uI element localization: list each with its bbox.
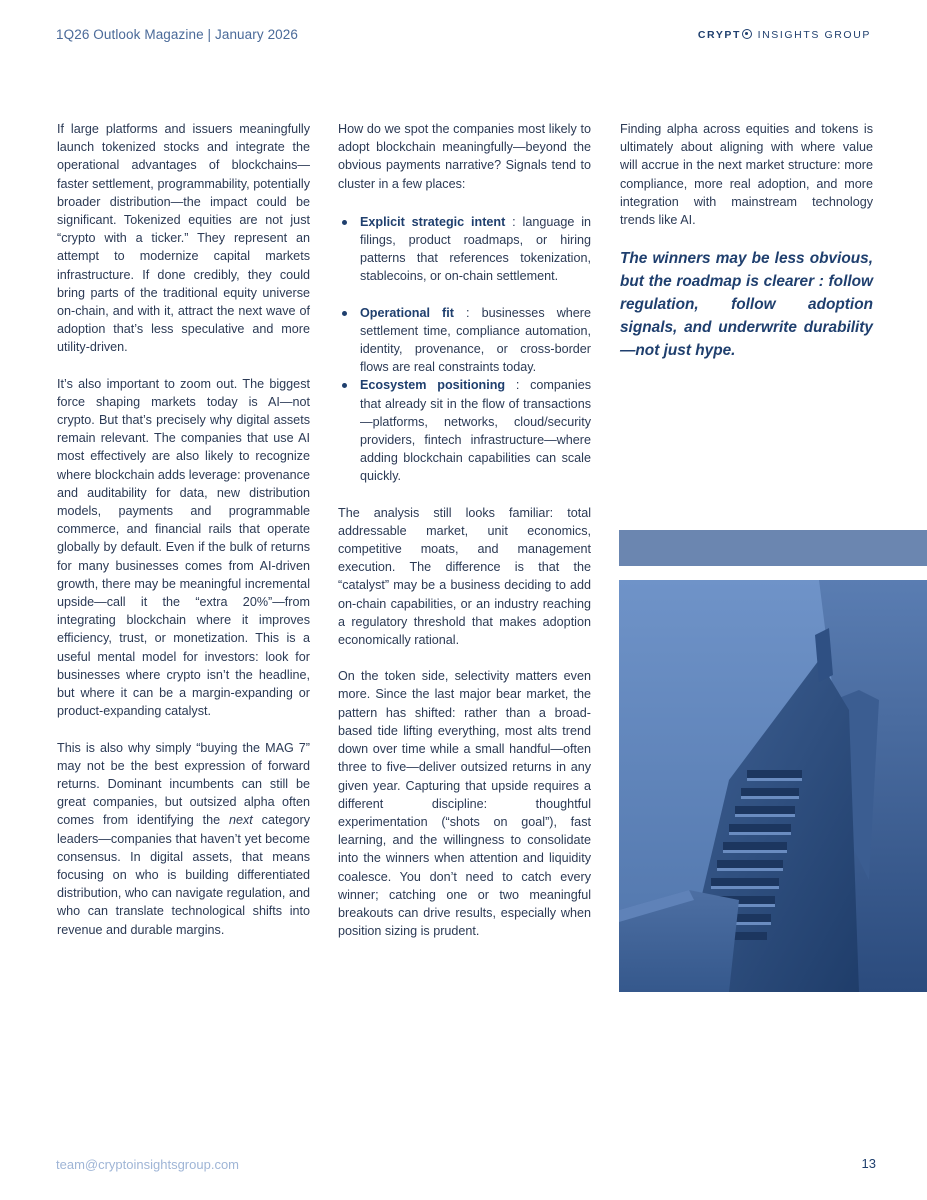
bullet-icon bbox=[342, 383, 347, 388]
article-column-3 bbox=[620, 120, 873, 362]
bullet-text: : businesses where settlement time, compliance automation, identity, provenance, or cross-border flows are real constraints today. bbox=[360, 305, 591, 375]
article-column-2 bbox=[338, 120, 591, 958]
paragraph: If large platforms and issuers meaningfully launch tokenized stocks and integrate the operational advantages of blockchains—faster settlement, programmability, potentially broader distribution—the impact could be significant. Tokenized equities are not just “crypto with a ticker.” They represent an attempt to modernize capital markets infrastructure. If done credibly, they could bring parts of the traditional equity universe on-chain, and with it, attract the next wave of adoption that’s less speculative and more utility-driven. bbox=[57, 122, 310, 355]
bullet-term: Operational fit bbox=[360, 305, 454, 320]
bullet-term: Explicit strategic intent bbox=[360, 214, 506, 229]
paragraph: Finding alpha across equities and tokens is ultimately about aligning with where value will accrue in the next market structure: more compliance, more real adoption, and more integration with mainstream technology trends like AI. bbox=[620, 122, 873, 228]
text-run: This is also why simply “buying the MAG 7” may not be the best expression of forward returns. Dominant incumbents can still be great companies, but outsized alpha often comes from identifying the bbox=[57, 740, 310, 828]
publication-header: 1Q26 Outlook Magazine | January 2026 bbox=[56, 27, 299, 42]
building-illustration bbox=[619, 580, 927, 992]
brand-logo bbox=[698, 29, 871, 41]
contact-email-link[interactable]: team@cryptoinsightsgroup.com bbox=[56, 1157, 239, 1172]
page-number: 13 bbox=[861, 1156, 876, 1171]
emphasis-text: next bbox=[229, 813, 253, 828]
bullet-icon bbox=[342, 220, 347, 225]
article-column-1 bbox=[57, 120, 310, 957]
paragraph: It’s also important to zoom out. The biggest force shaping markets today is AI—not crypto. But that’s precisely why digital assets remain relevant. The companies that use AI most effectively are also likely to recognize where blockchain adds leverage: provenance and auditability for data, new distribution models, payments and programmable commerce, and financial rails that operate globally by default. Even if the bulk of returns for many businesses comes from AI-driven growth, there may be meaningful incremental upside—call it the “extra 20%”—from integrating blockchain where it improves efficiency, trust, or monetization. This is a useful mental model for investors: look for businesses where crypto isn’t the headline, but where it can be a margin-expanding or product-expanding catalyst. bbox=[57, 376, 310, 719]
list-item bbox=[338, 376, 591, 485]
brand-circle-icon bbox=[742, 29, 752, 39]
bullet-text: : companies that already sit in the flow of transactions—platforms, networks, cloud/security providers, fintech infrastructure—where adding blockchain capabilities can scale quickly. bbox=[360, 378, 591, 484]
list-item bbox=[338, 213, 591, 286]
brand-logo-tagline: INSIGHTS GROUP bbox=[757, 29, 871, 41]
pull-quote: The winners may be less obvious, but the roadmap is clearer : follow regulation, follow adoption signals, and underwrite durability —not just hype. bbox=[620, 250, 873, 360]
accent-bar bbox=[619, 530, 927, 566]
list-item bbox=[338, 304, 591, 377]
bullet-term: Ecosystem positioning bbox=[360, 378, 506, 393]
bullet-text: : language in filings, product roadmaps, or hiring patterns that references tokenization, stablecoins, or on-chain settlement. bbox=[360, 214, 592, 284]
brand-logo-word: CRYPT bbox=[697, 29, 742, 41]
signals-list bbox=[338, 213, 591, 486]
text-run: category leaders—companies that haven’t yet become consensus. In digital assets, that means focusing on who is building differentiated distribution, who can navigate regulation, and who can translate technological shifts into revenue and durable margins. bbox=[57, 813, 310, 937]
paragraph: The analysis still looks familiar: total addressable market, unit economics, competitive moats, and management execution. The difference is that the “catalyst” may be a business deciding to add on-chain capabilities, or an industry reaching a regulatory threshold that makes adoption economically rational. bbox=[338, 505, 591, 648]
paragraph: How do we spot the companies most likely to adopt blockchain meaningfully—beyond the obvious payments narrative? Signals tend to cluster in a few places: bbox=[338, 122, 591, 191]
paragraph: On the token side, selectivity matters even more. Since the last major bear market, the pattern has shifted: rather than a broad-based tide lifting everything, most alts trend down over time while a small handful—often three to five—deliver outsized returns in any given year. Capturing that upside requires a different discipline: thoughtful experimentation (“shots on goal”), fast learning, and the willingness to consolidate into the winners when attention and liquidity coalesce. You don’t need to catch every winner; catching one or two meaningful breakouts can drive results, especially when position sizing is prudent. bbox=[338, 669, 591, 939]
paragraph bbox=[57, 739, 310, 939]
bullet-icon bbox=[342, 311, 347, 316]
architecture-photo bbox=[619, 580, 927, 992]
